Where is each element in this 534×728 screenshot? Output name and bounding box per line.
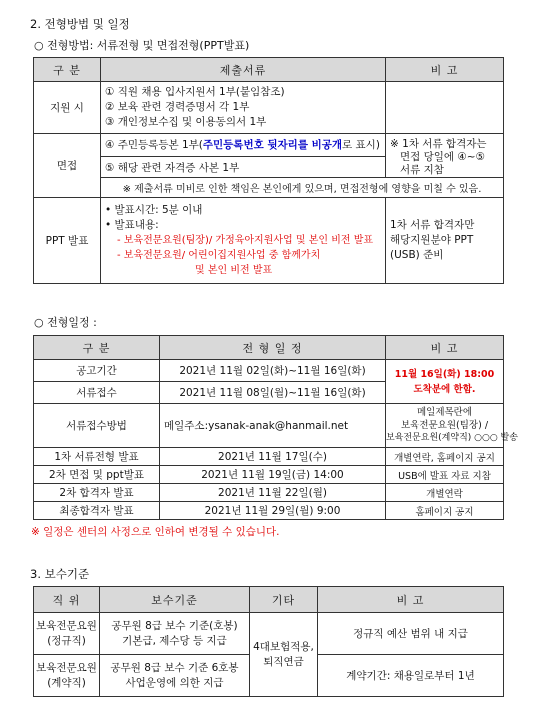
header-documents: 제출서류 xyxy=(101,58,386,82)
row-apply-note xyxy=(386,82,504,134)
schedule-note-6: 홈페이지 공지 xyxy=(386,502,504,520)
apply-item-1: ① 직원 채용 입사지원서 1부(붙임참조) xyxy=(105,86,285,98)
interview-item-5: ⑤ 해당 관련 자격증 사본 1부 xyxy=(101,157,386,178)
row-apply-items xyxy=(101,82,386,134)
schedule-note-5: 개별연락 xyxy=(386,484,504,502)
schedule-label-3: 1차 서류전형 발표 xyxy=(34,448,160,466)
etc-line-1: 4대보험적용, xyxy=(253,640,314,653)
ppt-content xyxy=(101,198,386,284)
ppt-red-1: - 보육전문요원(팀장)/ 가정육아지원사업 및 본인 비전 발표 xyxy=(117,235,374,246)
interview-item-4 xyxy=(101,134,386,157)
method-label: ○ 전형방법: 서류전형 및 면접전형(PPT발표) xyxy=(34,39,250,52)
item4-highlight: 주민등록번호 뒷자리를 비공개 xyxy=(202,138,343,151)
schedule-table xyxy=(33,335,518,520)
submission-table xyxy=(33,57,504,284)
schedule-date-3: 2021년 11월 17일(수) xyxy=(160,448,386,466)
ppt-note-3: (USB) 준비 xyxy=(390,249,444,261)
header-category: 구 분 xyxy=(34,336,160,360)
position-0-line-1: 보육전문요원 xyxy=(36,619,97,632)
schedule-label-1: 서류접수 xyxy=(34,382,160,404)
pay-0 xyxy=(100,613,250,655)
schedule-date-5: 2021년 11월 22일(월) xyxy=(160,484,386,502)
schedule-label-4: 2차 면접 및 ppt발표 xyxy=(34,466,160,484)
row-ppt-label: PPT 발표 xyxy=(34,198,101,284)
deadline-note-1: 11월 16일(화) 18:00 xyxy=(394,368,495,380)
position-1-line-2: (계약직) xyxy=(47,676,86,689)
ppt-bullet-2: • 발표내용: xyxy=(105,219,159,231)
header-etc: 기타 xyxy=(250,587,318,613)
pay-1-line-1: 공무원 8급 보수 기준 6호봉 xyxy=(110,661,239,674)
ppt-red-2: - 보육전문요원/ 어린이집지원사업 중 함께가치 xyxy=(117,250,321,261)
schedule-label-6: 최종합격자 발표 xyxy=(34,502,160,520)
header-remarks: 비 고 xyxy=(386,336,504,360)
deadline-note-2: 도착분에 한함. xyxy=(413,383,476,395)
interview-note xyxy=(386,134,504,178)
deadline-note xyxy=(386,360,504,404)
schedule-date-4: 2021년 11월 19일(금) 14:00 xyxy=(160,466,386,484)
apply-item-2: ② 보육 관련 경력증명서 각 1부 xyxy=(105,101,250,113)
header-category: 구 분 xyxy=(34,58,101,82)
header-position: 직 위 xyxy=(34,587,100,613)
schedule-label-5: 2차 합격자 발표 xyxy=(34,484,160,502)
interview-note-2: 면접 당일에 ④~⑤ xyxy=(400,151,486,163)
ppt-note xyxy=(386,198,504,284)
ppt-red-3: 및 본인 비전 발표 xyxy=(195,265,273,276)
schedule-note-2 xyxy=(386,404,518,448)
schedule-note-4: USB에 발표 자료 지참 xyxy=(386,466,504,484)
pay-note-0: 정규직 예산 범위 내 지급 xyxy=(318,613,504,655)
email-note-2: 보육전문요원(팀장) / xyxy=(400,420,489,431)
schedule-footnote: ※ 일정은 센터의 사정으로 인하여 변경될 수 있습니다. xyxy=(31,526,280,538)
section2-title: 2. 전형방법 및 일정 xyxy=(30,17,130,31)
etc-cell xyxy=(250,613,318,697)
schedule-label: ○ 전형일정 : xyxy=(34,316,97,329)
schedule-date-1: 2021년 11월 08일(월)~11월 16일(화) xyxy=(160,382,386,404)
schedule-date-2: 메일주소:ysanak-anak@hanmail.net xyxy=(160,404,386,448)
pay-note-1: 계약기간: 채용일로부터 1년 xyxy=(318,655,504,697)
pay-0-line-1: 공무원 8급 보수 기준(호봉) xyxy=(111,619,238,632)
schedule-note-3: 개별연락, 홈페이지 공지 xyxy=(386,448,504,466)
position-0 xyxy=(34,613,100,655)
position-1 xyxy=(34,655,100,697)
header-pay: 보수기준 xyxy=(100,587,250,613)
pay-table xyxy=(33,586,504,697)
ppt-note-2: 해당지원분야 PPT xyxy=(390,234,474,246)
schedule-label-2: 서류접수방법 xyxy=(34,404,160,448)
interview-note-1: ※ 1차 서류 합격자는 xyxy=(390,138,487,150)
schedule-date-6: 2021년 11월 29일(월) 9:00 xyxy=(160,502,386,520)
schedule-label-0: 공고기간 xyxy=(34,360,160,382)
position-0-line-2: (정규직) xyxy=(47,634,86,647)
row-interview-label: 면접 xyxy=(34,134,101,198)
header-remarks: 비 고 xyxy=(318,587,504,613)
schedule-date-0: 2021년 11월 02일(화)~11월 16일(화) xyxy=(160,360,386,382)
section3-title: 3. 보수기준 xyxy=(30,567,90,581)
item4-pre: ④ 주민등록등본 1부( xyxy=(105,138,203,151)
header-schedule: 전 형 일 정 xyxy=(160,336,386,360)
pay-1-line-2: 사업운영에 의한 지급 xyxy=(125,676,224,689)
apply-item-3: ③ 개인정보수집 및 이용동의서 1부 xyxy=(105,116,267,128)
item4-post: 로 표시) xyxy=(342,138,380,151)
header-remarks: 비 고 xyxy=(386,58,504,82)
email-note-1: 메일제목란에 xyxy=(416,407,473,418)
position-1-line-1: 보육전문요원 xyxy=(36,661,97,674)
pay-1 xyxy=(100,655,250,697)
ppt-note-1: 1차 서류 합격자만 xyxy=(390,219,475,231)
etc-line-2: 퇴직연금 xyxy=(263,655,304,668)
interview-note-3: 서류 지참 xyxy=(400,164,444,176)
email-note-3: 보육전문요원(계약직) ○○○ 발송 xyxy=(386,433,518,443)
pay-0-line-2: 기본급, 제수당 등 지급 xyxy=(122,634,227,647)
interview-warning: ※ 제출서류 미비로 인한 책임은 본인에게 있으며, 면접전형에 영향을 미칠 수 있음. xyxy=(101,178,504,198)
ppt-bullet-1: • 발표시간: 5분 이내 xyxy=(105,204,203,216)
row-apply-label: 지원 시 xyxy=(34,82,101,134)
